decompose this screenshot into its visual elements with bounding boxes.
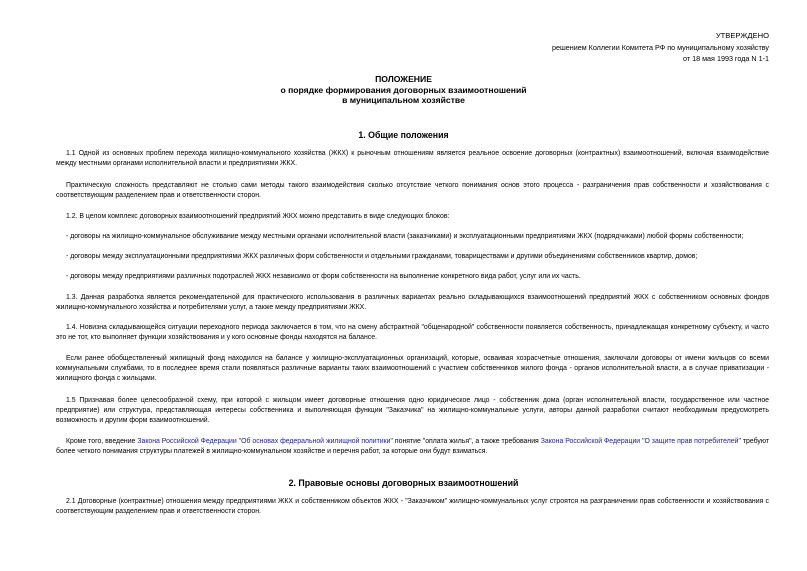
approval-heading: УТВЕРЖДЕНО xyxy=(715,31,769,40)
paragraph-1-4: 1.4. Новизна складывающейся ситуации переходного периода заключается в том, что на смену абстрактной "общенародной" собственности появляется собственность, принадлежащая конкретному субъекту, и часто это не тот, кто выполняет функции хозяйствования и у кого основные фонды находятся на балансе. xyxy=(56,324,769,342)
title-line-1: ПОЛОЖЕНИЕ xyxy=(375,74,432,84)
paragraph-practical: Практическую сложность представляют не столько сами методы такого взаимодействия сколько отсутствие четкого понимания основ этого процесса - разграничения прав собственности и хозяйствования с соответствующим разделением прав и ответственности сторон. xyxy=(56,182,769,200)
document-title xyxy=(0,74,807,106)
paragraph-laws xyxy=(56,437,769,457)
laws-text-b: понятие "оплата жилья", а также требования xyxy=(392,438,541,445)
section-2-heading: 2. Правовые основы договорных взаимоотношений xyxy=(288,478,519,488)
bullet-item-3: - договоры между предприятиями различных подотраслей ЖКХ независимо от форм собственности на выполнение конкретного вида работ, услуг или их часть. xyxy=(66,273,581,280)
approval-authority: решением Коллегии Комитета РФ по муниципальному хозяйству xyxy=(551,42,769,52)
paragraph-1-5: 1.5 Признавая более целесообразной схему, при которой с жильцом имеет договорные отношения одно юридическое лицо - собственник дома (орган исполнительной власти, государственное или частное предприятие) или структура, представляющая интересы собственника и выполняющая функции "Заказчика" на жилищно-коммунальные услуги, авторы данной разработки считают необходимым предусмотреть возможность и другим форм взаимоотношений. xyxy=(56,397,769,425)
paragraph-2-1: 2.1 Договорные (контрактные) отношения между предприятиями ЖКХ и собственником объектов ЖКХ - "Заказчиком" жилищно-коммунальных услуг строятся на разграничении прав собственности и хозяйствования с соответствующим разделением прав и ответственности сторон. xyxy=(56,498,769,516)
approval-block xyxy=(552,30,769,65)
law-link-consumer-rights[interactable]: Закона Российской Федерации "О защите прав потребителей" xyxy=(540,438,741,445)
section-1-heading: 1. Общие положения xyxy=(358,130,449,140)
paragraph-previous-arrangement: Если ранее обобществленный жилищный фонд находился на балансе у жилищно-эксплуатационных организаций, которые, осваивая хозрасчетные отношения, заключали договоры от имени жильцов со всеми коммунальными службами, то в последнее время стали появляться различные варианты таких взаимоотношений с участием собственников жилого фонда - органов исполнительной власти, а в случае приватизации - жилищного фонда с жильцами. xyxy=(56,355,769,383)
law-link-housing-policy[interactable]: Закона Российской Федерации "Об основах федеральной жилищной политики" xyxy=(137,438,393,445)
bullet-item-2: - договоры между эксплуатационными предприятиями ЖКХ различных форм собственности и отдельными гражданами, товариществами и другими объединениями собственников квартир, домов; xyxy=(66,253,698,260)
paragraph-1-2: 1.2. В целом комплекс договорных взаимоотношений предприятий ЖКХ можно представить в виде следующих блоков: xyxy=(66,213,450,220)
laws-text-a: Кроме того, введение xyxy=(66,438,138,445)
paragraph-1-1: 1.1 Одной из основных проблем перехода жилищно-коммунального хозяйства (ЖКХ) к рыночным отношениям является реальное освоение договорных (контрактных) взаимоотношений, включая взаимодействие между местными органами исполнительной власти и предприятиями ЖКХ. xyxy=(56,150,769,168)
approval-date: от 18 мая 1993 года N 1-1 xyxy=(683,54,769,63)
title-line-3: в муниципальном хозяйстве xyxy=(342,95,465,106)
bullet-item-1: - договоры на жилищно-коммунальное обслуживание между местными органами исполнительной власти (заказчиками) и эксплуатационными предприятиями ЖКХ (подрядчиками) любой формы собственности; xyxy=(66,233,744,240)
title-line-2: о порядке формирования договорных взаимоотношений xyxy=(280,84,527,95)
paragraph-1-3: 1.3. Данная разработка является рекомендательной для практического использования в различных вариантах реально складывающихся взаимоотношений предприятий ЖКХ с собственником основных фондов жилищно-коммунального хозяйства и потребителями услуг, а также между предприятиями ЖКХ. xyxy=(56,294,769,312)
laws-text-c: требуют более четкого понимания структуры платежей в жилищно-коммунальном хозяйстве и перечня работ, за которые они будут взиматься. xyxy=(56,438,770,456)
